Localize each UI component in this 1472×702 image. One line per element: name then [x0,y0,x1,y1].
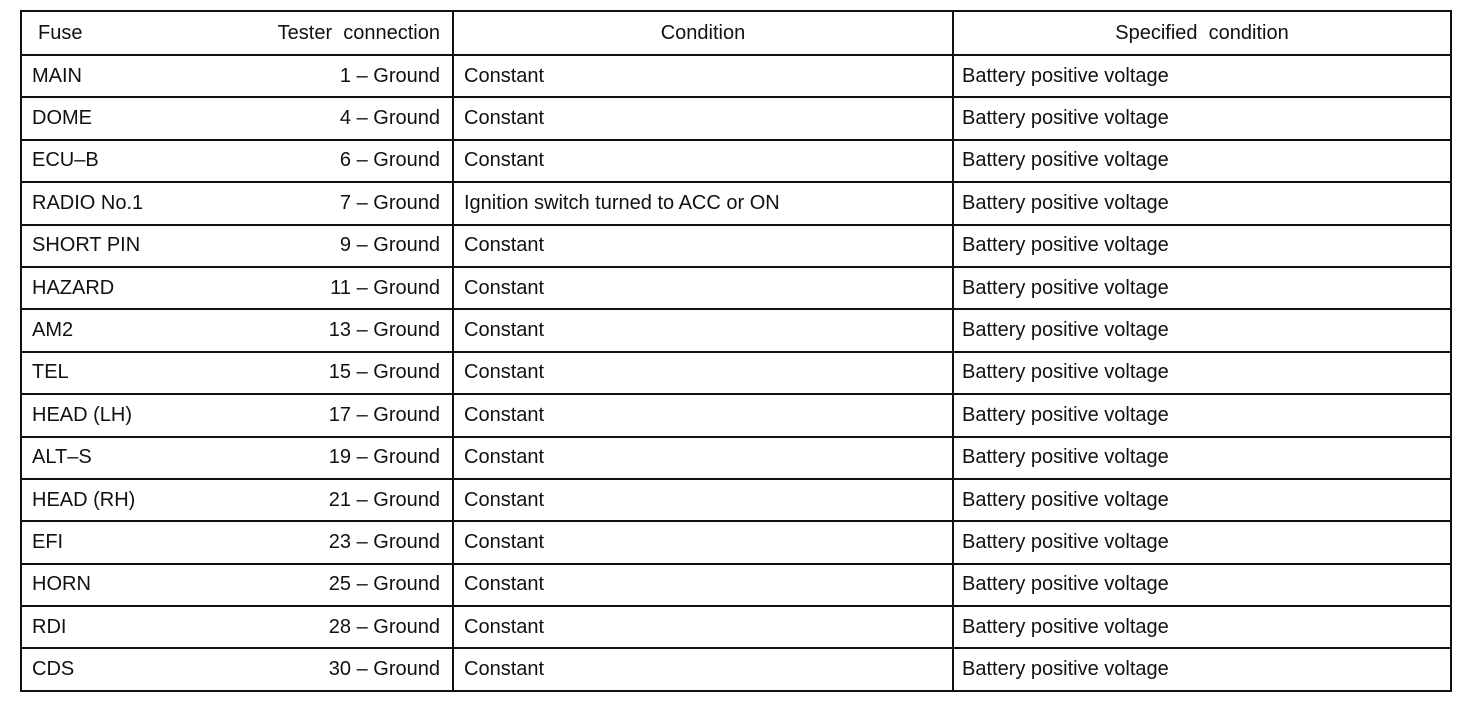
tester-connection: 1 – Ground [339,64,440,87]
table-row [22,436,1450,478]
fuse-name: RDI [32,615,67,638]
specified-condition-text: Battery positive voltage [962,149,1169,172]
table-row [22,54,1450,96]
tester-connection: 11 – Ground [330,276,440,299]
specified-condition-cell [954,353,1450,393]
fuse-inspection-table [20,10,1452,692]
condition-cell [454,607,954,647]
condition-text: Constant [464,488,545,511]
fuse-name: TEL [32,361,69,384]
table-row [22,520,1450,562]
condition-cell [454,268,954,308]
table-row [22,393,1450,435]
fuse-name: SHORT PIN [32,234,141,257]
table-row [22,605,1450,647]
condition-text: Constant [464,319,545,342]
fuse-tester-cell [22,56,454,96]
fuse-name: MAIN [32,64,82,87]
specified-condition-text: Battery positive voltage [962,191,1169,214]
specified-condition-text: Battery positive voltage [962,361,1169,384]
specified-condition-cell [954,141,1450,181]
condition-text: Constant [464,64,545,87]
fuse-name: EFI [32,530,64,553]
specified-condition-text: Battery positive voltage [962,658,1169,681]
condition-text: Constant [464,615,545,638]
condition-text: Constant [464,149,545,172]
tester-connection: 19 – Ground [328,446,440,469]
condition-text: Constant [464,107,545,130]
fuse-name: AM2 [32,319,74,342]
table-row [22,139,1450,181]
fuse-name: DOME [32,107,92,130]
table-body [22,54,1450,690]
specified-condition-text: Battery positive voltage [962,403,1169,426]
specified-condition-cell [954,268,1450,308]
condition-cell [454,522,954,562]
fuse-tester-cell [22,649,454,689]
tester-connection: 30 – Ground [328,658,440,681]
specified-condition-cell [954,607,1450,647]
table-row [22,96,1450,138]
condition-cell [454,183,954,223]
fuse-name: CDS [32,658,75,681]
tester-connection: 23 – Ground [328,530,440,553]
specified-condition-cell [954,183,1450,223]
specified-condition-cell [954,56,1450,96]
condition-cell [454,310,954,350]
fuse-tester-cell [22,226,454,266]
specified-condition-text: Battery positive voltage [962,446,1169,469]
tester-connection: 6 – Ground [339,149,440,172]
condition-cell [454,98,954,138]
table-row [22,478,1450,520]
specified-condition-cell [954,395,1450,435]
specified-condition-cell [954,98,1450,138]
specified-condition-text: Battery positive voltage [962,234,1169,257]
fuse-tester-cell [22,395,454,435]
condition-cell [454,438,954,478]
fuse-tester-cell [22,268,454,308]
condition-cell [454,565,954,605]
table-row [22,181,1450,223]
tester-connection: 15 – Ground [328,361,440,384]
tester-connection: 25 – Ground [328,573,440,596]
tester-connection: 21 – Ground [328,488,440,511]
table-row [22,308,1450,350]
table-header-row [22,12,1450,54]
table-row [22,351,1450,393]
fuse-tester-cell [22,438,454,478]
condition-text: Ignition switch turned to ACC or ON [464,191,780,214]
specified-condition-cell [954,480,1450,520]
specified-condition-text: Battery positive voltage [962,573,1169,596]
table-row [22,647,1450,689]
fuse-name: HEAD (RH) [32,488,136,511]
fuse-name: HAZARD [32,276,115,299]
condition-cell [454,226,954,266]
specified-condition-cell [954,226,1450,266]
header-tester-connection: Tester connection [277,21,440,44]
table-row [22,224,1450,266]
fuse-tester-cell [22,98,454,138]
fuse-tester-cell [22,480,454,520]
specified-condition-cell [954,522,1450,562]
header-specified-condition-label: Specified condition [1115,21,1289,44]
tester-connection: 17 – Ground [328,403,440,426]
condition-text: Constant [464,573,545,596]
specified-condition-cell [954,438,1450,478]
fuse-tester-cell [22,565,454,605]
condition-text: Constant [464,234,545,257]
tester-connection: 4 – Ground [339,107,440,130]
table-row [22,266,1450,308]
header-specified-condition [954,12,1450,54]
specified-condition-text: Battery positive voltage [962,107,1169,130]
fuse-tester-cell [22,141,454,181]
fuse-name: ALT–S [32,446,92,469]
fuse-tester-cell [22,522,454,562]
header-condition-label: Condition [660,21,746,44]
fuse-tester-cell [22,607,454,647]
fuse-tester-cell [22,353,454,393]
table-row [22,563,1450,605]
condition-text: Constant [464,446,545,469]
tester-connection: 9 – Ground [339,234,440,257]
specified-condition-text: Battery positive voltage [962,319,1169,342]
tester-connection: 28 – Ground [328,615,440,638]
condition-text: Constant [464,361,545,384]
fuse-tester-cell [22,310,454,350]
fuse-name: HORN [32,573,91,596]
specified-condition-text: Battery positive voltage [962,488,1169,511]
condition-text: Constant [464,276,545,299]
fuse-name: ECU–B [32,149,99,172]
condition-cell [454,56,954,96]
specified-condition-text: Battery positive voltage [962,530,1169,553]
header-fuse: Fuse [38,21,83,44]
fuse-tester-cell [22,183,454,223]
header-fuse-tester-cell [22,12,454,54]
tester-connection: 7 – Ground [339,191,440,214]
fuse-name: HEAD (LH) [32,403,133,426]
specified-condition-cell [954,649,1450,689]
specified-condition-cell [954,565,1450,605]
condition-text: Constant [464,530,545,553]
condition-text: Constant [464,658,545,681]
condition-cell [454,480,954,520]
condition-cell [454,649,954,689]
specified-condition-cell [954,310,1450,350]
condition-cell [454,353,954,393]
specified-condition-text: Battery positive voltage [962,615,1169,638]
condition-text: Constant [464,403,545,426]
specified-condition-text: Battery positive voltage [962,276,1169,299]
condition-cell [454,395,954,435]
fuse-name: RADIO No.1 [32,191,144,214]
tester-connection: 13 – Ground [328,319,440,342]
condition-cell [454,141,954,181]
header-condition [454,12,954,54]
specified-condition-text: Battery positive voltage [962,64,1169,87]
